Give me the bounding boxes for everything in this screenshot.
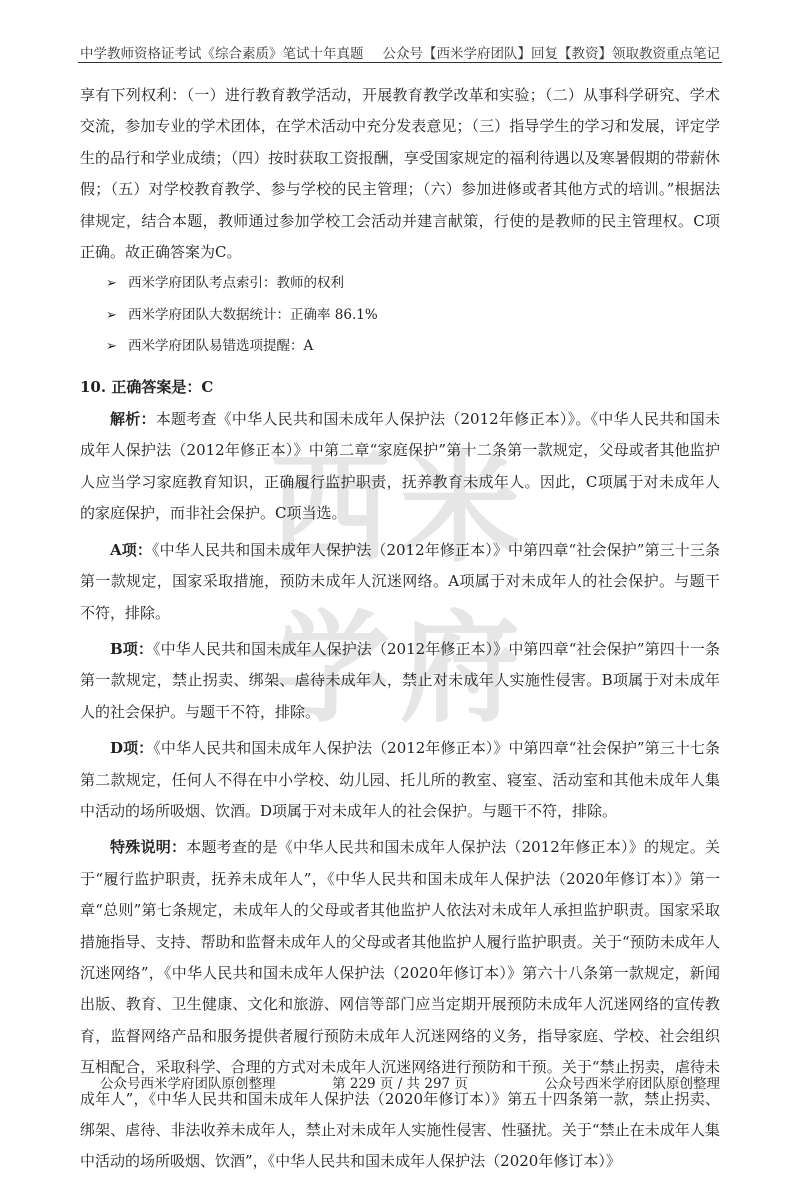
option-d-label: D项： <box>110 739 154 758</box>
watermark-char-3: 学 <box>270 600 390 739</box>
header-left-title: 中学教师资格证考试《综合素质》笔试十年真题 <box>80 46 364 62</box>
tip-item: ➢ 西米学府团队易错选项提醒：A <box>80 331 720 362</box>
page-number: 第 229 页 / 共 297 页 <box>332 1076 468 1092</box>
option-b-paragraph: B项：《中华人民共和国未成年人保护法（2012年修正本）》中第四章“社会保护”第四十一条第一款规定，禁止拐卖、绑架、虐待未成年人，禁止对未成年人实施性侵害。B项属于对未成年人的社会保护。与题干不符，排除。 <box>80 639 720 721</box>
tips-list <box>80 268 720 362</box>
footer-left: 公众号西米学府团队原创整理 <box>100 1076 276 1092</box>
tip-item: ➢ 西米学府团队考点索引：教师的权利 <box>80 268 720 299</box>
option-d-paragraph: D项：《中华人民共和国未成年人保护法（2012年修正本）》中第四章“社会保护”第三十七条第二款规定，任何人不得在中小学校、幼儿园、托儿所的教室、寝室、活动室和其他未成年人集中活动的场所吸烟、饮酒。D项属于对未成年人的社会保护。与题干不符，排除。 <box>80 739 721 820</box>
intro-paragraph: 享有下列权利：（一）进行教育教学活动，开展教育教学改革和实验；（二）从事科学研究、学术交流，参加专业的学术团体，在学术活动中充分发表意见；（三）指导学生的学习和发展，评定学生的品行和学业成绩；（四）按时获取工资报酬，享受国家规定的福利待遇以及寒暑假期的带薪休假；（五）对学校教育教学、参与学校的民主管理；（六）参加进修或者其他方式的培训。”根据法律规定，结合本题，教师通过参加学校工会活动并建言献策，行使的是教师的民主管理权。C项正确。故正确答案为C。 <box>80 86 720 262</box>
special-note-paragraph: 特殊说明：本题考查的是《中华人民共和国未成年人保护法（2012年修正本）》的规定。关于“履行监护职责，抚养未成年人”，《中华人民共和国未成年人保护法（2020年修订本）》第一章“总则”第七条规定，未成年人的父母或者其他监护人依法对未成年人承担监护职责。国家采取措施指导、支持、帮助和监督未成年人的父母或者其他监护人履行监护职责。关于“预防未成年人沉迷网络”，《中华人民共和国未成年人保护法（2020年修订本）》第六十八条第一款规定，新闻出版、教育、卫生健康、文化和旅游、网信等部门应当定期开展预防未成年人沉迷网络的宣传教育，监督网络产品和服务提供者履行预防未成年人沉迷网络的义务，指导家庭、学校、社会组织互相配合，采取科学、合理的方式对未成年人沉迷网络进行预防和干预。关于“禁止拐卖，虐待未成年人”，《中华人民共和国未成年人保护法（2020年修订本）》第五十四条第一款，禁止拐卖、绑架、虐待、非法收养未成年人，禁止对未成年人实施性侵害、性骚扰。关于“禁止在未成年人集中活动的场所吸烟、饮酒”，《中华人民共和国未成年人保护法（2020年修订本）》 <box>80 838 720 1171</box>
question-answer-header: 10. 正确答案是：C <box>80 377 214 396</box>
watermark-char-2: 米 <box>400 440 520 579</box>
special-note-label: 特殊说明： <box>110 838 187 857</box>
footer-right: 公众号西米学府团队原创整理 <box>544 1076 720 1092</box>
watermark-char-4: 府 <box>400 600 520 739</box>
arrow-bullet-icon: ➢ <box>106 276 117 292</box>
analysis-label: 解析： <box>110 410 156 429</box>
option-b-label: B项： <box>110 639 153 658</box>
page-footer <box>78 1064 722 1092</box>
tip-item: ➢ 西米学府团队大数据统计：正确率 86.1% <box>80 300 720 331</box>
arrow-bullet-icon: ➢ <box>106 307 117 323</box>
page-header <box>78 40 722 63</box>
analysis-paragraph: 解析：本题考查《中华人民共和国未成年人保护法（2012年修正本）》。《中华人民共和国未成年人保护法（2012年修正本）》中第二章“家庭保护”第十二条第一款规定，父母或者其他监护人应当学习家庭教育知识，正确履行监护职责，抚养教育未成年人。因此，C项属于对未成年人的家庭保护，而非社会保护。C项当选。 <box>80 410 720 523</box>
header-right-note: 公众号【西米学府团队】回复【教资】领取教资重点笔记 <box>382 46 720 62</box>
watermark-char-1: 西 <box>270 440 390 579</box>
option-a-label: A项： <box>110 540 153 559</box>
arrow-bullet-icon: ➢ <box>106 339 117 355</box>
option-a-paragraph: A项：《中华人民共和国未成年人保护法（2012年修正本）》中第四章“社会保护”第三十三条第一款规定，国家采取措施，预防未成年人沉迷网络。A项属于对未成年人的社会保护。与题干不符，排除。 <box>80 540 721 622</box>
page-content <box>80 80 720 1178</box>
